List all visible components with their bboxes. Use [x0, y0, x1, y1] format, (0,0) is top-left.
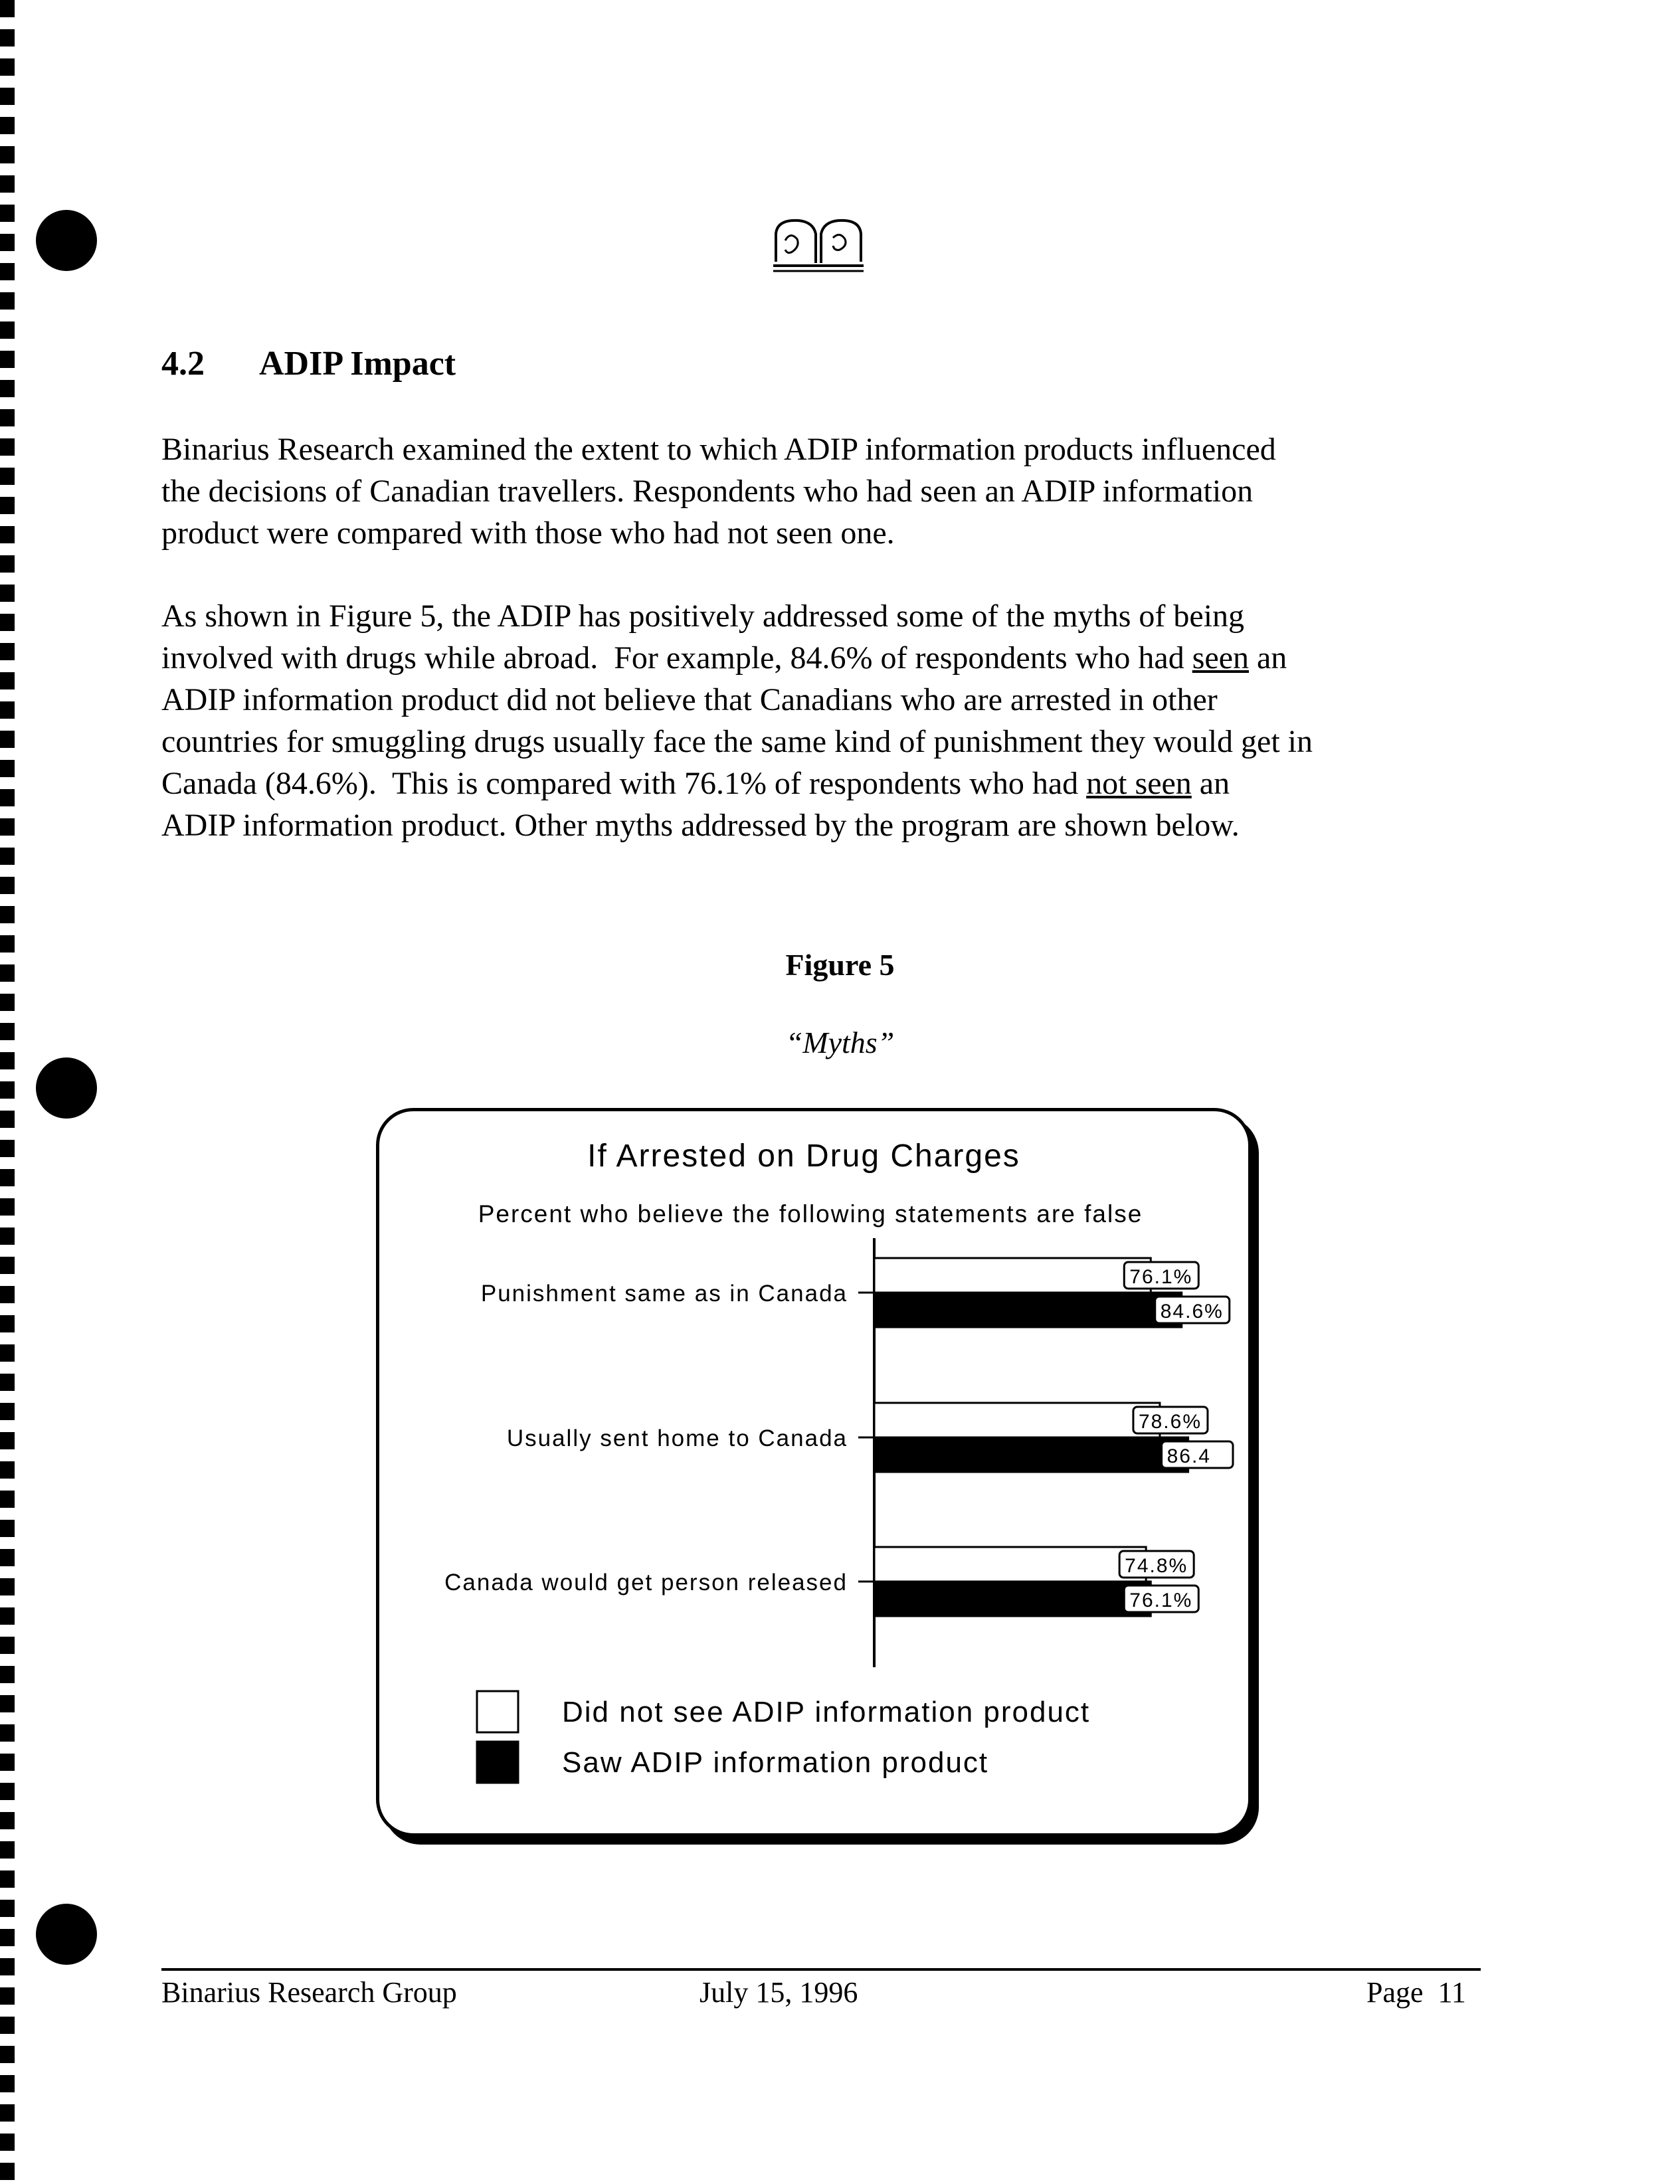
paragraph-line: As shown in Figure 5, the ADIP has positively addressed some of the myths of being: [161, 598, 1245, 634]
text-run: an: [1249, 640, 1287, 676]
section-title: ADIP Impact: [259, 345, 456, 383]
bar-saw: [874, 1293, 1182, 1327]
paragraph-line: [161, 763, 1497, 804]
data-label: 86.4: [1167, 1445, 1211, 1467]
text-run: involved with drugs while abroad. For example, 84.6% of respondents who had: [161, 640, 1192, 676]
category-label: Punishment same as in Canada: [480, 1281, 848, 1307]
text-run: an: [1191, 766, 1230, 801]
punch-hole: [36, 1057, 97, 1119]
legend-swatch-saw: [477, 1742, 518, 1783]
footer-date: July 15, 1996: [700, 1976, 858, 2009]
bar-saw: [874, 1437, 1188, 1472]
footer-page-number: Page 11: [1366, 1976, 1466, 2009]
paragraph-line: Binarius Research examined the extent to which ADIP information products influenced: [161, 432, 1276, 467]
bar-saw: [874, 1582, 1151, 1616]
footer-organization: Binarius Research Group: [161, 1976, 457, 2009]
category-label: Canada would get person released: [444, 1570, 848, 1595]
paragraph-line: [161, 637, 1497, 679]
chart-title: If Arrested on Drug Charges: [587, 1138, 1020, 1174]
bar-not-seen: [874, 1547, 1146, 1582]
footer-rule: [161, 1968, 1481, 1971]
paragraph-line: countries for smuggling drugs usually face the same kind of punishment they would get in: [161, 724, 1313, 759]
paragraph-line: ADIP information product. Other myths addressed by the program are shown below.: [161, 808, 1240, 843]
text-run: Canada (84.6%). This is compared with 76.1% of respondents who had: [161, 766, 1087, 801]
binder-spiral: [0, 0, 15, 2184]
punch-hole: [36, 1904, 97, 1965]
book-icon: [772, 214, 865, 274]
data-label: 76.1%: [1129, 1590, 1193, 1611]
underlined-text: seen: [1192, 640, 1249, 676]
figure-label: Figure 5: [785, 948, 895, 982]
paragraph-line: ADIP information product did not believe that Canadians who are arrested in other: [161, 682, 1218, 717]
punch-hole: [36, 210, 97, 271]
paragraph-intro: [161, 428, 1497, 554]
bar-not-seen: [874, 1403, 1160, 1437]
underlined-text: not seen: [1086, 766, 1192, 801]
category-label: Usually sent home to Canada: [506, 1425, 848, 1451]
section-number: 4.2: [161, 345, 205, 383]
data-label: 74.8%: [1125, 1555, 1188, 1577]
data-label: 78.6%: [1138, 1411, 1202, 1433]
bar-not-seen: [874, 1258, 1151, 1293]
myths-bar-chart: [376, 1108, 1260, 1845]
chart-subtitle: Percent who believe the following statements are false: [478, 1200, 1143, 1228]
paragraph-findings: [161, 595, 1497, 846]
data-label: 84.6%: [1160, 1301, 1224, 1322]
legend-label: Saw ADIP information product: [562, 1746, 989, 1779]
paragraph-line: product were compared with those who had not seen one.: [161, 515, 895, 551]
legend-label: Did not see ADIP information product: [562, 1696, 1091, 1728]
figure-caption: “Myths”: [785, 1026, 895, 1059]
legend-swatch-not-seen: [477, 1691, 518, 1732]
data-label: 76.1%: [1129, 1266, 1193, 1288]
paragraph-line: the decisions of Canadian travellers. Respondents who had seen an ADIP information: [161, 474, 1254, 509]
